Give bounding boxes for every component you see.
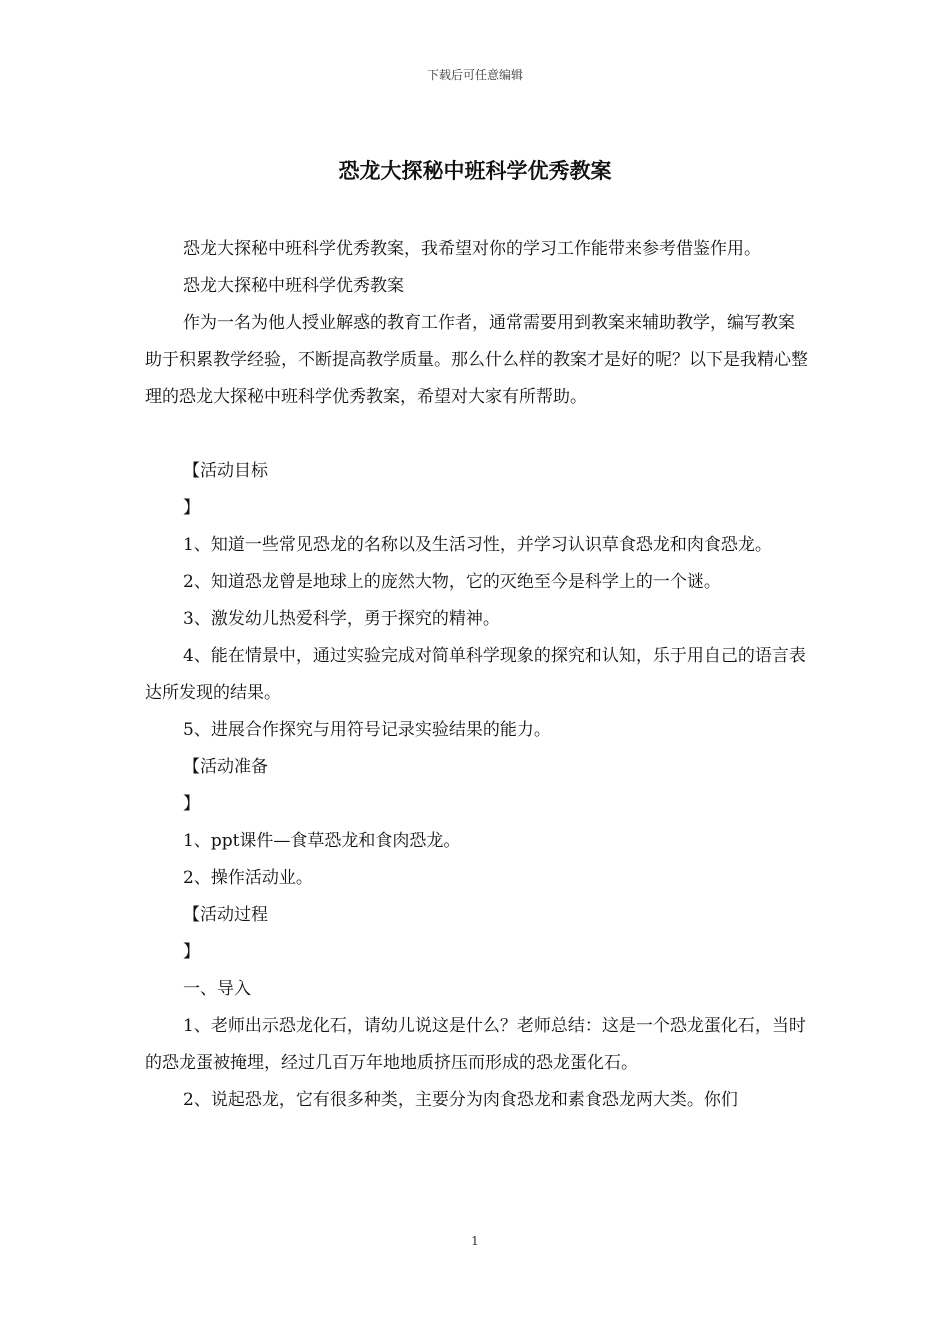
document-body bbox=[145, 231, 810, 1119]
intro-description-paragraph: 作为一名为他人授业解惑的教育工作者，通常需要用到教案来辅助教学，编写教案助于积累教学经验，不断提高教学质量。那么什么样的教案才是好的呢？以下是我精心整理的恐龙大探秘中班科学优秀教案，希望对大家有所帮助。 bbox=[145, 313, 808, 407]
process-heading-close: 】 bbox=[183, 942, 200, 962]
preparation-heading: 【活动准备 bbox=[183, 757, 268, 777]
process-item-2: 2、说起恐龙，它有很多种类，主要分为肉食恐龙和素食恐龙两大类。你们 bbox=[183, 1090, 738, 1110]
goal-item-5: 5、进展合作探究与用符号记录实验结果的能力。 bbox=[183, 720, 551, 740]
page-header-note: 下载后可任意编辑 bbox=[426, 68, 523, 82]
goal-item-3: 3、激发幼儿热爱科学，勇于探究的精神。 bbox=[183, 609, 500, 629]
goal-item-1: 1、知道一些常见恐龙的名称以及生活习性，并学习认识草食恐龙和肉食恐龙。 bbox=[183, 535, 772, 555]
goal-item-2: 2、知道恐龙曾是地球上的庞然大物，它的灭绝至今是科学上的一个谜。 bbox=[183, 572, 721, 592]
goals-heading-close: 】 bbox=[183, 498, 200, 518]
intro-subtitle: 恐龙大探秘中班科学优秀教案 bbox=[183, 276, 404, 296]
preparation-heading-close: 】 bbox=[183, 794, 200, 814]
goals-heading: 【活动目标 bbox=[183, 461, 268, 481]
process-section-one: 一、导入 bbox=[183, 979, 251, 999]
process-heading: 【活动过程 bbox=[183, 905, 268, 925]
goal-item-4: 4、能在情景中，通过实验完成对简单科学现象的探究和认知，乐于用自己的语言表达所发现的结果。 bbox=[145, 646, 806, 703]
process-item-1: 1、老师出示恐龙化石，请幼儿说这是什么？老师总结：这是一个恐龙蛋化石，当时的恐龙蛋被掩埋，经过几百万年地地质挤压而形成的恐龙蛋化石。 bbox=[145, 1016, 806, 1073]
preparation-item-1: 1、ppt课件—食草恐龙和食肉恐龙。 bbox=[183, 831, 461, 851]
section-spacer bbox=[145, 416, 810, 453]
preparation-item-2: 2、操作活动业。 bbox=[183, 868, 313, 888]
document-title: 恐龙大探秘中班科学优秀教案 bbox=[338, 158, 612, 183]
page-number: 1 bbox=[471, 1234, 479, 1248]
intro-summary-paragraph: 恐龙大探秘中班科学优秀教案，我希望对你的学习工作能带来参考借鉴作用。 bbox=[183, 239, 761, 259]
